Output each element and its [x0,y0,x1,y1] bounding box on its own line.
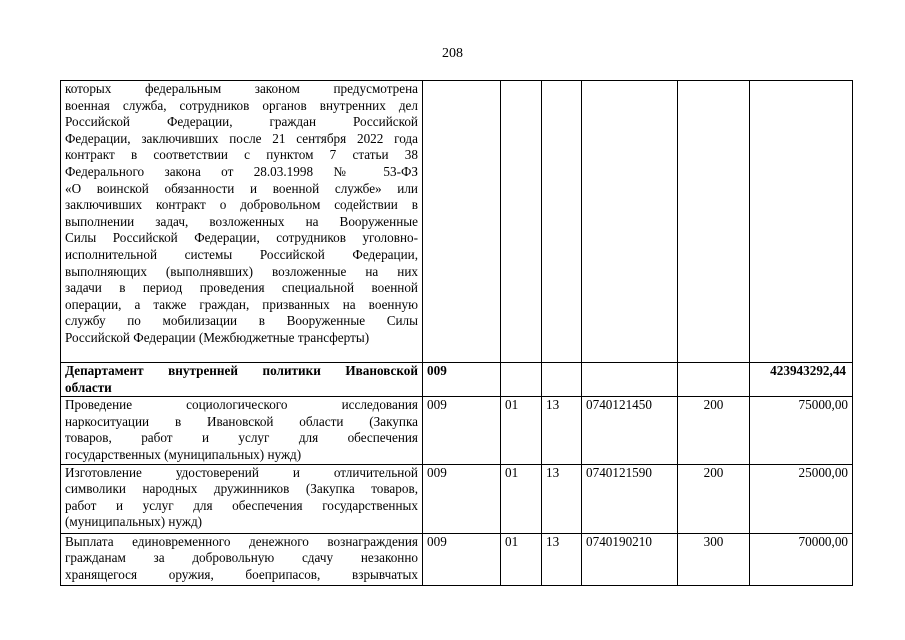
subsection-cell [542,81,582,363]
budget-table-body [61,81,853,586]
description-line: Департамент внутренней политики Ивановской [65,363,418,378]
description-line: (муниципальных) нужд) [65,514,203,530]
section-cell: 01 [501,397,542,464]
description-line: государственных (муниципальных) нужд) [65,446,302,462]
expense-type-cell: 200 [678,397,750,464]
table-row [61,533,853,585]
row-description [61,397,423,464]
target-article-cell [582,81,678,363]
amount-cell: 423943292,44 [750,363,853,397]
amount-cell [750,81,853,363]
admin-code-cell: 009 [423,464,501,533]
subsection-cell: 13 [542,397,582,464]
description-line: Федерального закона от 28.03.1998 № 53-ФЗ [65,163,418,179]
subsection-cell [542,363,582,397]
description-line: заключивших контракт о добровольном содействии в [65,197,418,213]
row-description [61,464,423,533]
description-line: «О воинской обязанности и военной службе» или [65,180,418,196]
expense-type-cell: 300 [678,533,750,585]
description-line: Проведение социологического исследования [65,397,418,413]
expense-type-cell [678,363,750,397]
admin-code-cell: 009 [423,397,501,464]
table-row [61,397,853,464]
description-line: операции, а также граждан, призванных на военную [65,296,418,312]
description-line: Российской Федерации (Межбюджетные трансферты) [65,329,370,345]
row-description [61,81,423,363]
description-line: которых федеральным законом предусмотрена [65,81,418,96]
description-line: контракт в соответствии с пунктом 7 статьи 38 [65,147,418,163]
description-line: выполняющих (выполнявших) возложенные на них [65,263,418,279]
amount-cell: 75000,00 [750,397,853,464]
description-line: Силы Российской Федерации, сотрудников уголовно- [65,230,418,246]
description-line: работ и услуг для обеспечения государственных [65,497,418,513]
expense-type-cell: 200 [678,464,750,533]
table-row [61,464,853,533]
target-article-cell: 0740121450 [582,397,678,464]
table-row [61,81,853,363]
amount-cell: 25000,00 [750,464,853,533]
description-line: службу по мобилизации в Вооруженные Силы [65,313,418,329]
section-cell [501,81,542,363]
description-line: гражданам за добровольную сдачу незаконно [65,550,418,566]
description-line: Федерации, заключивших после 21 сентября 2022 года [65,130,418,146]
admin-code-cell: 009 [423,533,501,585]
expense-type-cell [678,81,750,363]
row-description [61,363,423,397]
admin-code-cell: 009 [423,363,501,397]
target-article-cell [582,363,678,397]
section-cell [501,363,542,397]
description-line: области [65,379,112,395]
row-description [61,533,423,585]
description-line: выполнении задач, возложенных на Вооруженные [65,213,418,229]
section-cell: 01 [501,464,542,533]
admin-code-cell [423,81,501,363]
description-line: хранящегося оружия, боеприпасов, взрывчатых [65,566,418,582]
description-line: военная служба, сотрудников органов внутренних дел [65,97,418,113]
target-article-cell: 0740121590 [582,464,678,533]
description-line: Выплата единовременного денежного вознаграждения [65,533,418,549]
description-line: наркоситуации в Ивановской области (Закупка [65,413,418,429]
table-row [61,363,853,397]
page-number: 208 [442,46,463,61]
budget-table [60,80,853,586]
amount-cell: 70000,00 [750,533,853,585]
description-line: символики народных дружинников (Закупка товаров, [65,481,418,497]
description-line: Изготовление удостоверений и отличительной [65,464,418,480]
target-article-cell: 0740190210 [582,533,678,585]
subsection-cell: 13 [542,533,582,585]
description-line: товаров, работ и услуг для обеспечения [65,430,418,446]
description-line: Российской Федерации, граждан Российской [65,114,418,130]
subsection-cell: 13 [542,464,582,533]
description-line: задачи в период проведения специальной военной [65,280,418,296]
section-cell: 01 [501,533,542,585]
description-line: исполнительной системы Российской Федерации, [65,246,418,262]
